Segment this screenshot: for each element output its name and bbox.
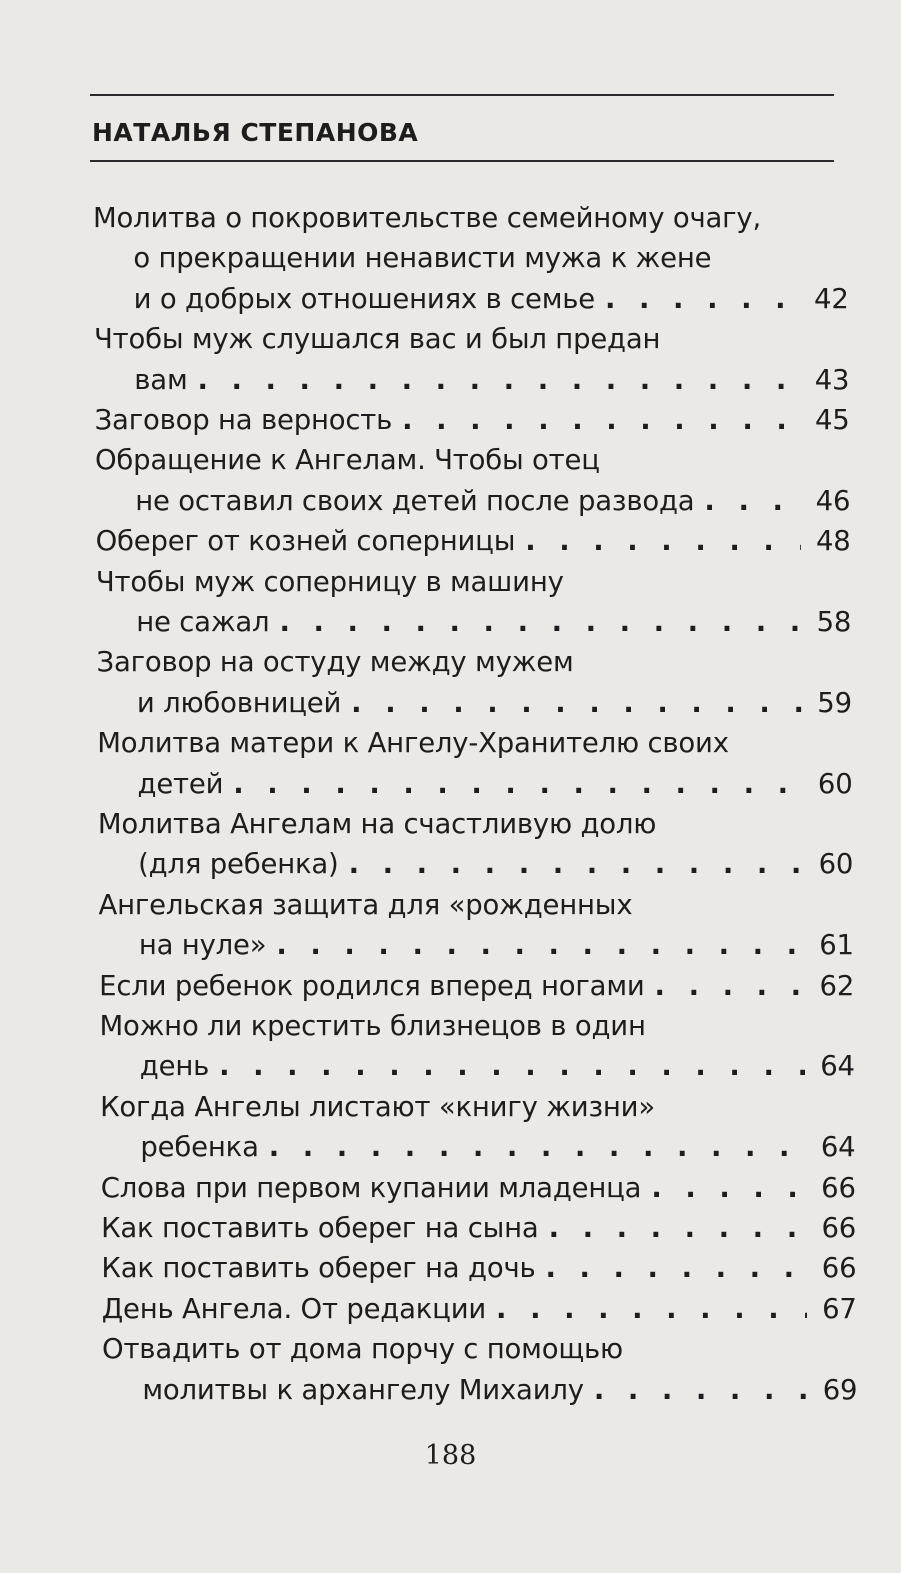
toc-entry-title-line: и о добрых отношениях в семье (133, 282, 596, 315)
toc-entry-last-line (102, 1289, 857, 1329)
toc-entry-last-line (138, 844, 853, 884)
dot-leader (496, 1289, 807, 1329)
toc-entry-title-line: Молитва о покровительстве семейному очагу, (93, 202, 762, 234)
dot-leader (525, 521, 800, 561)
toc-entry-last-line (134, 279, 849, 319)
dot-leader (279, 602, 801, 642)
toc-entry-title-line: на нуле» (138, 929, 267, 962)
toc-entry-title-line: Заговор на верность (94, 404, 393, 436)
toc-page-number: 60 (818, 848, 854, 881)
toc-entry-title-line: Как поставить оберег на сына (101, 1212, 539, 1244)
toc-entry-title-line: Когда Ангелы листают «книгу жизни» (100, 1090, 655, 1123)
dot-leader (546, 1248, 807, 1288)
toc-page-number: 43 (814, 363, 850, 396)
toc-page-number: 66 (821, 1171, 856, 1204)
toc-entry-title-line: Если ребенок родился вперед ногами (99, 969, 645, 1002)
toc-page-number: 66 (821, 1252, 857, 1285)
toc-entry-title-line: Отвадить от дома порчу с помощью (102, 1333, 624, 1366)
toc-entry-title-line: молитвы к архангелу Михаилу (142, 1373, 584, 1406)
toc-entry-title-line: День Ангела. От редакции (101, 1292, 487, 1325)
toc-entry-title-line: день (139, 1050, 210, 1083)
toc-entry-title-line: Как поставить оберег на дочь (101, 1252, 536, 1285)
toc-page-number: 69 (822, 1373, 858, 1406)
toc-page-number: 64 (820, 1131, 856, 1164)
toc-page-number: 61 (819, 929, 854, 962)
toc-entry-last-line (142, 1370, 857, 1410)
toc-entry-title-line: Слова при первом купании младенца (100, 1171, 642, 1204)
toc-entry-title-line: Ангельская защита для «рожденных (98, 888, 633, 921)
toc-entry-title-line: Заговор на остуду между мужем (96, 646, 574, 679)
toc-entry-last-line (96, 521, 851, 561)
toc-page-number: 66 (821, 1212, 857, 1244)
toc-page-number: 48 (815, 525, 851, 558)
dot-leader (402, 400, 800, 440)
toc-entry-title-line: вам (134, 363, 188, 396)
toc-entry-last-line (138, 764, 853, 804)
dot-leader (351, 683, 802, 723)
toc-entry-last-line (135, 481, 850, 521)
toc-entry-title-line: Оберег от козней соперницы (95, 525, 516, 558)
dot-leader (269, 1127, 806, 1167)
toc-entry-title-line: Обращение к Ангелам. Чтобы отец (94, 444, 600, 477)
toc-page-number: 45 (815, 404, 850, 436)
toc-entry-title-line: о прекращении ненависти мужа к жене (133, 242, 712, 275)
dot-leader (233, 764, 802, 804)
toc-page-number: 62 (819, 969, 855, 1002)
dot-leader (605, 279, 799, 319)
dot-leader (549, 1208, 807, 1248)
dot-leader (349, 844, 804, 884)
toc-entry-last-line (99, 966, 854, 1006)
dot-leader (704, 481, 800, 521)
toc-entry-last-line (101, 1248, 856, 1288)
toc-entry-last-line (134, 360, 849, 400)
toc-page-number: 67 (822, 1292, 857, 1325)
dot-leader (594, 1370, 808, 1410)
toc-entry-title-line: Чтобы муж соперницу в машину (95, 565, 564, 598)
toc-entry-last-line (140, 1127, 855, 1167)
toc-entry-last-line (140, 1046, 855, 1086)
toc-entry-title-line: Можно ли крестить близнецов в один (99, 1010, 646, 1042)
dot-leader (655, 966, 805, 1006)
header-rule-bottom (90, 160, 834, 162)
toc-entry-title-line: (для ребенка) (138, 848, 339, 881)
toc-page-number: 59 (817, 686, 852, 719)
toc-entry-title-line: ребенка (140, 1131, 259, 1164)
toc-entry-last-line (101, 1168, 856, 1208)
toc-entry-last-line (136, 602, 851, 642)
dot-leader (276, 925, 803, 965)
toc-entry-title-line: и любовницей (136, 686, 342, 719)
toc-entry-title-line: Молитва Ангелам на счастливую долю (97, 808, 657, 840)
toc-entry-last-line (139, 925, 854, 965)
toc-entry-title-line: не сажал (136, 606, 270, 638)
header-rule-top (90, 94, 834, 96)
toc-entry-last-line (137, 683, 852, 723)
toc-entry-last-line (101, 1208, 856, 1248)
dot-leader (651, 1168, 805, 1208)
toc-entry-title-line: детей (137, 767, 224, 800)
toc-entry-title-line: не оставил своих детей после развода (135, 484, 695, 517)
toc-entry-last-line (95, 400, 850, 440)
dot-leader (198, 360, 800, 400)
page-number: 188 (424, 1440, 477, 1471)
toc-entry-title-line: Чтобы муж слушался вас и был предан (93, 323, 661, 356)
running-head-author: НАТАЛЬЯ СТЕПАНОВА (92, 118, 419, 147)
toc-page-number: 58 (816, 606, 852, 638)
dot-leader (219, 1046, 805, 1086)
toc-page-number: 60 (817, 767, 853, 800)
toc-page-number: 46 (815, 484, 851, 517)
toc-page-number: 42 (814, 282, 849, 315)
toc-page-number: 64 (820, 1050, 855, 1083)
toc-entry-title-line: Молитва матери к Ангелу-Хранителю своих (97, 727, 729, 760)
